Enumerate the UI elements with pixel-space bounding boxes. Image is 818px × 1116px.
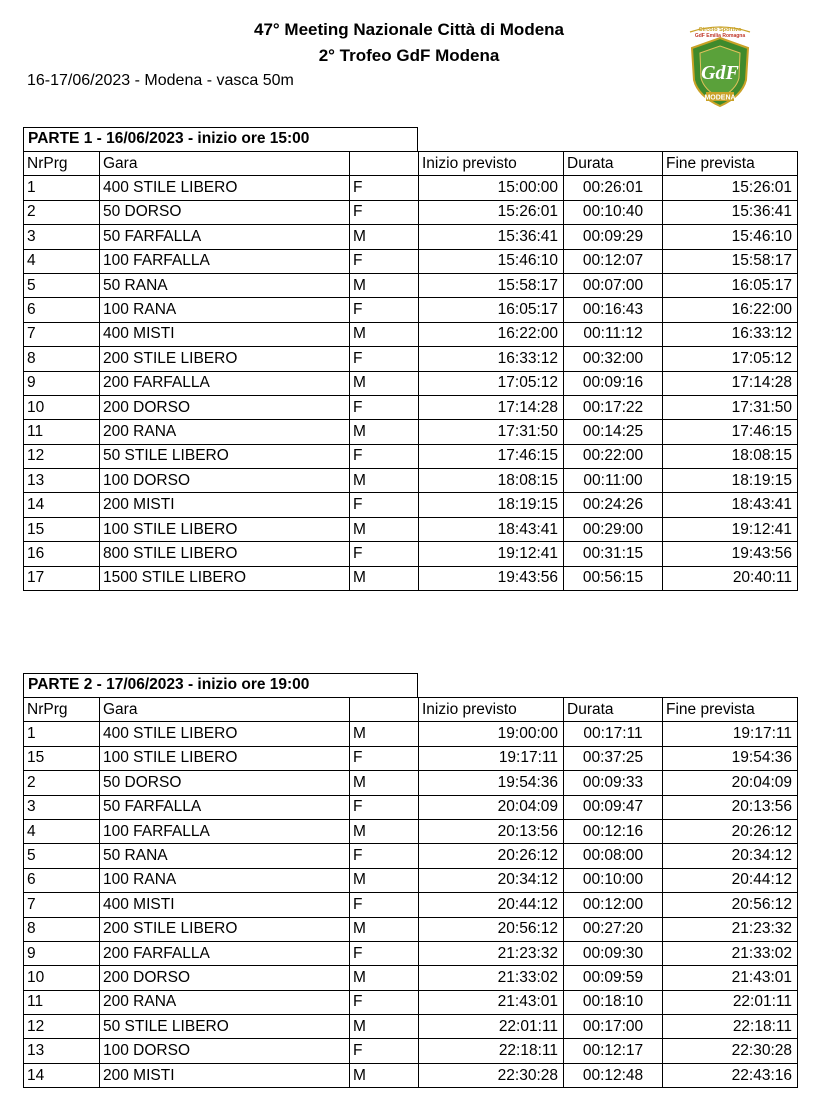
cell-inizio: 17:14:28 bbox=[419, 395, 564, 419]
cell-durata: 00:10:40 bbox=[564, 200, 663, 224]
cell-nr: 13 bbox=[24, 469, 100, 493]
parte-2-title: PARTE 2 - 17/06/2023 - inizio ore 19:00 bbox=[23, 673, 418, 697]
table-row bbox=[24, 868, 798, 892]
cell-fine: 20:13:56 bbox=[663, 795, 798, 819]
cell-nr: 4 bbox=[24, 819, 100, 843]
cell-fine: 22:43:16 bbox=[663, 1063, 798, 1087]
column-header-gara: Gara bbox=[100, 152, 350, 176]
table-row bbox=[24, 395, 798, 419]
cell-durata: 00:11:00 bbox=[564, 469, 663, 493]
column-header-sesso bbox=[350, 152, 419, 176]
cell-inizio: 22:30:28 bbox=[419, 1063, 564, 1087]
cell-nr: 3 bbox=[24, 225, 100, 249]
table-row bbox=[24, 566, 798, 590]
cell-gara: 50 STILE LIBERO bbox=[100, 1015, 350, 1039]
cell-nr: 1 bbox=[24, 722, 100, 746]
table-row bbox=[24, 298, 798, 322]
cell-gara: 200 DORSO bbox=[100, 395, 350, 419]
cell-inizio: 20:34:12 bbox=[419, 868, 564, 892]
cell-sesso: M bbox=[350, 722, 419, 746]
table-row bbox=[24, 200, 798, 224]
event-date-location: 16-17/06/2023 - Modena - vasca 50m bbox=[27, 72, 294, 89]
cell-inizio: 18:08:15 bbox=[419, 469, 564, 493]
cell-sesso: M bbox=[350, 273, 419, 297]
cell-gara: 400 MISTI bbox=[100, 893, 350, 917]
cell-fine: 17:05:12 bbox=[663, 347, 798, 371]
cell-durata: 00:31:15 bbox=[564, 542, 663, 566]
table-header-row bbox=[24, 152, 798, 176]
table-row bbox=[24, 322, 798, 346]
table-row bbox=[24, 273, 798, 297]
cell-fine: 20:40:11 bbox=[663, 566, 798, 590]
cell-durata: 00:56:15 bbox=[564, 566, 663, 590]
cell-sesso: F bbox=[350, 298, 419, 322]
cell-gara: 200 FARFALLA bbox=[100, 371, 350, 395]
cell-durata: 00:07:00 bbox=[564, 273, 663, 297]
table-row bbox=[24, 917, 798, 941]
cell-sesso: F bbox=[350, 542, 419, 566]
cell-fine: 17:14:28 bbox=[663, 371, 798, 395]
cell-fine: 17:46:15 bbox=[663, 420, 798, 444]
cell-nr: 6 bbox=[24, 868, 100, 892]
column-header-durata: Durata bbox=[564, 698, 663, 722]
table-row bbox=[24, 746, 798, 770]
cell-inizio: 20:44:12 bbox=[419, 893, 564, 917]
cell-durata: 00:27:20 bbox=[564, 917, 663, 941]
cell-gara: 100 RANA bbox=[100, 298, 350, 322]
cell-nr: 8 bbox=[24, 917, 100, 941]
cell-gara: 50 FARFALLA bbox=[100, 225, 350, 249]
cell-fine: 15:36:41 bbox=[663, 200, 798, 224]
cell-durata: 00:32:00 bbox=[564, 347, 663, 371]
cell-fine: 21:33:02 bbox=[663, 941, 798, 965]
cell-inizio: 15:36:41 bbox=[419, 225, 564, 249]
cell-durata: 00:09:30 bbox=[564, 941, 663, 965]
cell-fine: 19:17:11 bbox=[663, 722, 798, 746]
cell-gara: 200 STILE LIBERO bbox=[100, 347, 350, 371]
cell-durata: 00:09:59 bbox=[564, 966, 663, 990]
cell-sesso: M bbox=[350, 420, 419, 444]
cell-inizio: 19:12:41 bbox=[419, 542, 564, 566]
column-header-fine: Fine prevista bbox=[663, 152, 798, 176]
cell-gara: 50 DORSO bbox=[100, 200, 350, 224]
cell-nr: 15 bbox=[24, 517, 100, 541]
cell-gara: 100 RANA bbox=[100, 868, 350, 892]
cell-fine: 21:43:01 bbox=[663, 966, 798, 990]
cell-gara: 1500 STILE LIBERO bbox=[100, 566, 350, 590]
cell-sesso: M bbox=[350, 517, 419, 541]
table-row bbox=[24, 722, 798, 746]
cell-inizio: 17:31:50 bbox=[419, 420, 564, 444]
parte-2-section bbox=[23, 673, 798, 1088]
cell-nr: 5 bbox=[24, 273, 100, 297]
cell-gara: 200 STILE LIBERO bbox=[100, 917, 350, 941]
parte-1-table bbox=[23, 151, 798, 591]
cell-sesso: F bbox=[350, 176, 419, 200]
cell-inizio: 19:54:36 bbox=[419, 771, 564, 795]
cell-gara: 50 FARFALLA bbox=[100, 795, 350, 819]
cell-nr: 14 bbox=[24, 1063, 100, 1087]
cell-nr: 13 bbox=[24, 1039, 100, 1063]
cell-fine: 22:01:11 bbox=[663, 990, 798, 1014]
svg-text:Circolo Sportivo: Circolo Sportivo bbox=[698, 27, 742, 33]
cell-inizio: 18:43:41 bbox=[419, 517, 564, 541]
column-header-inizio: Inizio previsto bbox=[419, 698, 564, 722]
cell-sesso: F bbox=[350, 444, 419, 468]
cell-durata: 00:14:25 bbox=[564, 420, 663, 444]
cell-sesso: M bbox=[350, 819, 419, 843]
cell-sesso: F bbox=[350, 1039, 419, 1063]
cell-fine: 18:19:15 bbox=[663, 469, 798, 493]
cell-gara: 100 FARFALLA bbox=[100, 249, 350, 273]
cell-nr: 8 bbox=[24, 347, 100, 371]
cell-gara: 100 FARFALLA bbox=[100, 819, 350, 843]
cell-sesso: F bbox=[350, 941, 419, 965]
table-row bbox=[24, 990, 798, 1014]
cell-durata: 00:11:12 bbox=[564, 322, 663, 346]
table-row bbox=[24, 444, 798, 468]
cell-nr: 10 bbox=[24, 395, 100, 419]
cell-sesso: F bbox=[350, 395, 419, 419]
cell-inizio: 21:23:32 bbox=[419, 941, 564, 965]
cell-fine: 21:23:32 bbox=[663, 917, 798, 941]
cell-nr: 12 bbox=[24, 1015, 100, 1039]
cell-fine: 19:54:36 bbox=[663, 746, 798, 770]
cell-nr: 7 bbox=[24, 893, 100, 917]
cell-sesso: F bbox=[350, 347, 419, 371]
cell-fine: 16:05:17 bbox=[663, 273, 798, 297]
cell-durata: 00:09:33 bbox=[564, 771, 663, 795]
cell-fine: 19:43:56 bbox=[663, 542, 798, 566]
gdf-modena-logo bbox=[684, 24, 756, 110]
cell-inizio: 22:18:11 bbox=[419, 1039, 564, 1063]
cell-durata: 00:12:16 bbox=[564, 819, 663, 843]
cell-gara: 50 RANA bbox=[100, 844, 350, 868]
cell-durata: 00:09:16 bbox=[564, 371, 663, 395]
cell-gara: 400 STILE LIBERO bbox=[100, 722, 350, 746]
cell-fine: 18:43:41 bbox=[663, 493, 798, 517]
cell-nr: 16 bbox=[24, 542, 100, 566]
svg-text:GdF: GdF bbox=[701, 62, 739, 84]
svg-text:GdF Emilia Romagna: GdF Emilia Romagna bbox=[694, 33, 746, 39]
cell-gara: 200 MISTI bbox=[100, 493, 350, 517]
table-row bbox=[24, 542, 798, 566]
cell-durata: 00:29:00 bbox=[564, 517, 663, 541]
cell-sesso: M bbox=[350, 371, 419, 395]
cell-gara: 50 STILE LIBERO bbox=[100, 444, 350, 468]
cell-durata: 00:22:00 bbox=[564, 444, 663, 468]
cell-durata: 00:12:17 bbox=[564, 1039, 663, 1063]
column-header-fine: Fine prevista bbox=[663, 698, 798, 722]
table-row bbox=[24, 249, 798, 273]
cell-gara: 100 DORSO bbox=[100, 469, 350, 493]
table-row bbox=[24, 371, 798, 395]
cell-gara: 200 RANA bbox=[100, 420, 350, 444]
cell-durata: 00:17:22 bbox=[564, 395, 663, 419]
cell-fine: 17:31:50 bbox=[663, 395, 798, 419]
cell-durata: 00:26:01 bbox=[564, 176, 663, 200]
cell-inizio: 19:17:11 bbox=[419, 746, 564, 770]
cell-durata: 00:37:25 bbox=[564, 746, 663, 770]
cell-sesso: M bbox=[350, 322, 419, 346]
cell-durata: 00:24:26 bbox=[564, 493, 663, 517]
cell-inizio: 19:00:00 bbox=[419, 722, 564, 746]
cell-inizio: 16:22:00 bbox=[419, 322, 564, 346]
cell-sesso: M bbox=[350, 771, 419, 795]
cell-nr: 14 bbox=[24, 493, 100, 517]
cell-fine: 15:26:01 bbox=[663, 176, 798, 200]
cell-gara: 200 DORSO bbox=[100, 966, 350, 990]
table-row bbox=[24, 819, 798, 843]
cell-sesso: M bbox=[350, 225, 419, 249]
table-row bbox=[24, 795, 798, 819]
table-row bbox=[24, 347, 798, 371]
table-row bbox=[24, 225, 798, 249]
cell-gara: 400 MISTI bbox=[100, 322, 350, 346]
table-row bbox=[24, 844, 798, 868]
cell-inizio: 21:43:01 bbox=[419, 990, 564, 1014]
cell-sesso: M bbox=[350, 917, 419, 941]
cell-gara: 50 RANA bbox=[100, 273, 350, 297]
parte-1-section bbox=[23, 127, 798, 591]
cell-gara: 100 STILE LIBERO bbox=[100, 517, 350, 541]
cell-nr: 1 bbox=[24, 176, 100, 200]
cell-inizio: 19:43:56 bbox=[419, 566, 564, 590]
column-header-gara: Gara bbox=[100, 698, 350, 722]
cell-inizio: 15:00:00 bbox=[419, 176, 564, 200]
cell-fine: 20:56:12 bbox=[663, 893, 798, 917]
cell-nr: 6 bbox=[24, 298, 100, 322]
svg-text:MODENA: MODENA bbox=[704, 94, 736, 102]
cell-inizio: 20:13:56 bbox=[419, 819, 564, 843]
cell-sesso: F bbox=[350, 844, 419, 868]
table-row bbox=[24, 1039, 798, 1063]
cell-inizio: 20:26:12 bbox=[419, 844, 564, 868]
cell-gara: 400 STILE LIBERO bbox=[100, 176, 350, 200]
cell-nr: 15 bbox=[24, 746, 100, 770]
cell-durata: 00:09:29 bbox=[564, 225, 663, 249]
cell-nr: 7 bbox=[24, 322, 100, 346]
cell-inizio: 20:04:09 bbox=[419, 795, 564, 819]
cell-nr: 9 bbox=[24, 941, 100, 965]
table-row bbox=[24, 941, 798, 965]
cell-nr: 4 bbox=[24, 249, 100, 273]
parte-1-title: PARTE 1 - 16/06/2023 - inizio ore 15:00 bbox=[23, 127, 418, 151]
column-header-nr: NrPrg bbox=[24, 698, 100, 722]
cell-durata: 00:12:07 bbox=[564, 249, 663, 273]
cell-fine: 20:26:12 bbox=[663, 819, 798, 843]
cell-fine: 22:30:28 bbox=[663, 1039, 798, 1063]
cell-sesso: M bbox=[350, 566, 419, 590]
cell-durata: 00:08:00 bbox=[564, 844, 663, 868]
cell-durata: 00:12:00 bbox=[564, 893, 663, 917]
cell-fine: 20:04:09 bbox=[663, 771, 798, 795]
cell-sesso: M bbox=[350, 1015, 419, 1039]
table-row bbox=[24, 771, 798, 795]
cell-fine: 19:12:41 bbox=[663, 517, 798, 541]
cell-gara: 200 FARFALLA bbox=[100, 941, 350, 965]
cell-nr: 3 bbox=[24, 795, 100, 819]
table-row bbox=[24, 420, 798, 444]
cell-nr: 11 bbox=[24, 420, 100, 444]
cell-gara: 200 RANA bbox=[100, 990, 350, 1014]
parte-2-table bbox=[23, 697, 798, 1088]
cell-sesso: F bbox=[350, 493, 419, 517]
cell-nr: 9 bbox=[24, 371, 100, 395]
cell-nr: 2 bbox=[24, 200, 100, 224]
cell-inizio: 17:05:12 bbox=[419, 371, 564, 395]
cell-nr: 5 bbox=[24, 844, 100, 868]
cell-sesso: M bbox=[350, 1063, 419, 1087]
table-row bbox=[24, 517, 798, 541]
cell-sesso: F bbox=[350, 990, 419, 1014]
document-subtitle-trofeo: 2° Trofeo GdF Modena bbox=[318, 46, 500, 65]
cell-inizio: 16:33:12 bbox=[419, 347, 564, 371]
table-row bbox=[24, 469, 798, 493]
cell-inizio: 18:19:15 bbox=[419, 493, 564, 517]
cell-inizio: 15:26:01 bbox=[419, 200, 564, 224]
column-header-durata: Durata bbox=[564, 152, 663, 176]
table-row bbox=[24, 176, 798, 200]
cell-fine: 16:33:12 bbox=[663, 322, 798, 346]
cell-inizio: 22:01:11 bbox=[419, 1015, 564, 1039]
cell-fine: 16:22:00 bbox=[663, 298, 798, 322]
cell-gara: 200 MISTI bbox=[100, 1063, 350, 1087]
cell-sesso: M bbox=[350, 469, 419, 493]
cell-fine: 20:34:12 bbox=[663, 844, 798, 868]
cell-inizio: 17:46:15 bbox=[419, 444, 564, 468]
table-header-row bbox=[24, 698, 798, 722]
cell-durata: 00:17:11 bbox=[564, 722, 663, 746]
cell-fine: 22:18:11 bbox=[663, 1015, 798, 1039]
cell-durata: 00:17:00 bbox=[564, 1015, 663, 1039]
cell-nr: 11 bbox=[24, 990, 100, 1014]
cell-sesso: F bbox=[350, 795, 419, 819]
column-header-sesso bbox=[350, 698, 419, 722]
cell-durata: 00:18:10 bbox=[564, 990, 663, 1014]
cell-inizio: 21:33:02 bbox=[419, 966, 564, 990]
cell-inizio: 15:46:10 bbox=[419, 249, 564, 273]
cell-durata: 00:16:43 bbox=[564, 298, 663, 322]
cell-nr: 17 bbox=[24, 566, 100, 590]
cell-gara: 800 STILE LIBERO bbox=[100, 542, 350, 566]
table-row bbox=[24, 893, 798, 917]
column-header-nr: NrPrg bbox=[24, 152, 100, 176]
cell-sesso: F bbox=[350, 249, 419, 273]
table-row bbox=[24, 493, 798, 517]
cell-fine: 15:46:10 bbox=[663, 225, 798, 249]
cell-fine: 18:08:15 bbox=[663, 444, 798, 468]
cell-gara: 100 STILE LIBERO bbox=[100, 746, 350, 770]
table-row bbox=[24, 1015, 798, 1039]
document-title: 47° Meeting Nazionale Città di Modena bbox=[253, 20, 564, 39]
cell-durata: 00:09:47 bbox=[564, 795, 663, 819]
table-row bbox=[24, 966, 798, 990]
cell-nr: 12 bbox=[24, 444, 100, 468]
cell-durata: 00:10:00 bbox=[564, 868, 663, 892]
cell-gara: 100 DORSO bbox=[100, 1039, 350, 1063]
cell-sesso: M bbox=[350, 868, 419, 892]
cell-gara: 50 DORSO bbox=[100, 771, 350, 795]
cell-sesso: M bbox=[350, 966, 419, 990]
cell-fine: 20:44:12 bbox=[663, 868, 798, 892]
cell-sesso: F bbox=[350, 746, 419, 770]
cell-nr: 2 bbox=[24, 771, 100, 795]
cell-nr: 10 bbox=[24, 966, 100, 990]
column-header-inizio: Inizio previsto bbox=[419, 152, 564, 176]
table-row bbox=[24, 1063, 798, 1087]
cell-inizio: 16:05:17 bbox=[419, 298, 564, 322]
cell-inizio: 20:56:12 bbox=[419, 917, 564, 941]
cell-inizio: 15:58:17 bbox=[419, 273, 564, 297]
cell-sesso: F bbox=[350, 200, 419, 224]
cell-fine: 15:58:17 bbox=[663, 249, 798, 273]
cell-durata: 00:12:48 bbox=[564, 1063, 663, 1087]
cell-sesso: F bbox=[350, 893, 419, 917]
